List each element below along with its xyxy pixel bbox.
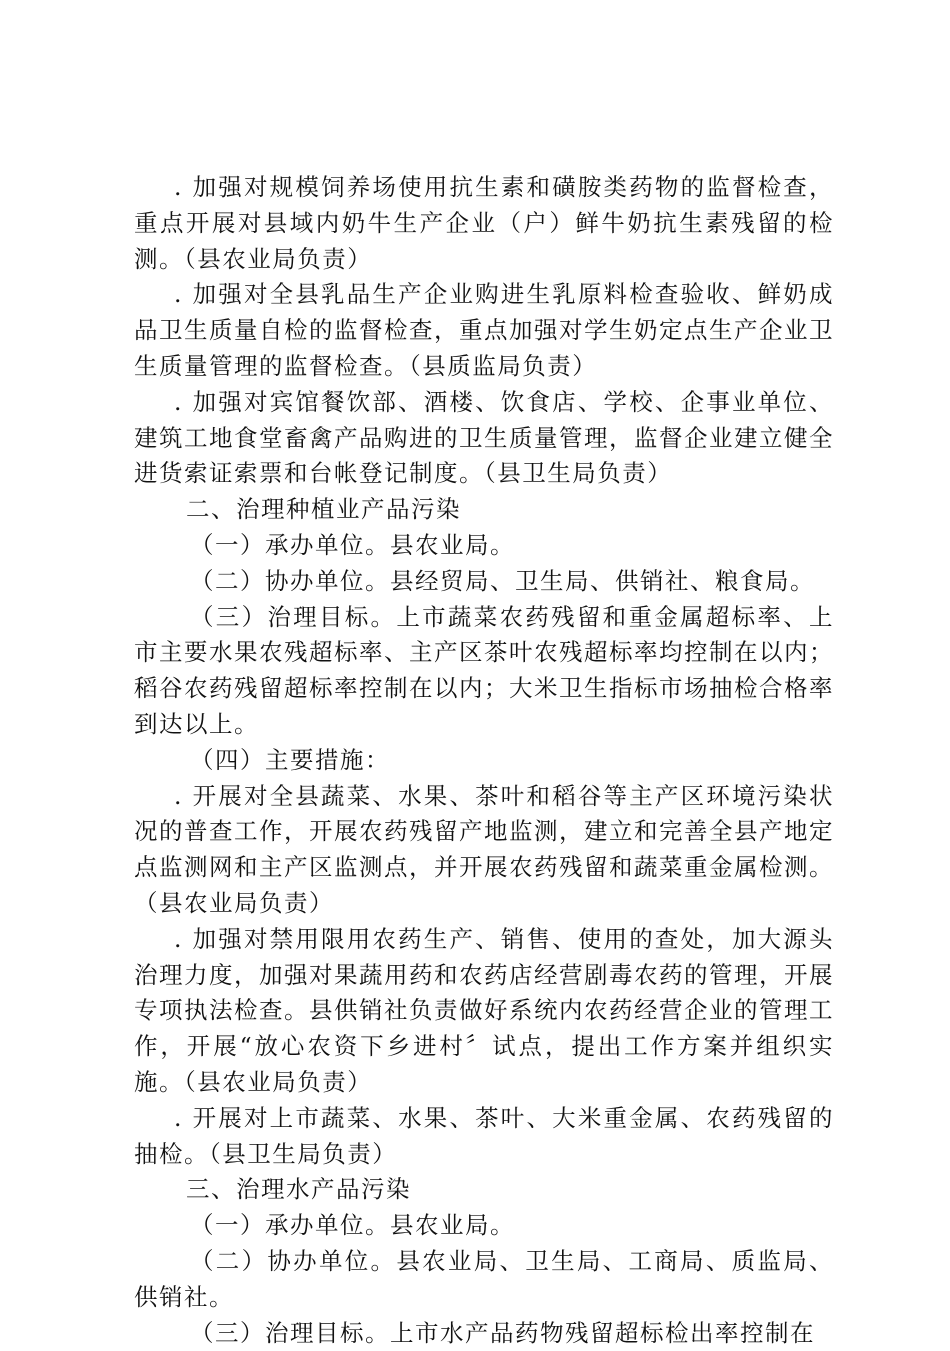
paragraph-catering-management: . 加强对宾馆餐饮部、酒楼、饮食店、学校、企事业单位、建筑工地食堂畜禽产品购进的卫生质量管理，监督企业建立健全进货索证索票和台帐登记制度。（县卫生局负责）	[134, 385, 834, 492]
paragraph-aquatic-targets: （三）治理目标。上市水产品药物残留超标检出率控制在	[134, 1316, 834, 1351]
paragraph-pollution-survey: . 开展对全县蔬菜、水果、茶叶和稻谷等主产区环境污染状况的普查工作，开展农药残留产地监测，建立和完善全县产地定点监测网和主产区监测点，并开展农药残留和蔬菜重金属检测。（县农业局负责）	[134, 779, 834, 922]
paragraph-antibiotic-inspection: . 加强对规模饲养场使用抗生素和磺胺类药物的监督检查，重点开展对县域内奶牛生产企业（户）鲜牛奶抗生素残留的检测。（县农业局负责）	[134, 170, 834, 277]
section-heading-planting: 二、治理种植业产品污染	[134, 492, 834, 528]
paragraph-aquatic-lead-unit: （一）承办单位。县农业局。	[134, 1208, 834, 1244]
section-heading-aquatic: 三、治理水产品污染	[134, 1172, 834, 1208]
paragraph-market-sampling: . 开展对上市蔬菜、水果、茶叶、大米重金属、农药残留的抽检。（县卫生局负责）	[134, 1101, 834, 1173]
paragraph-measures-heading: （四）主要措施：	[134, 743, 834, 779]
paragraph-targets: （三）治理目标。上市蔬菜农药残留和重金属超标率、上市主要水果农残超标率、主产区茶叶农残超标率均控制在以内；稻谷农药残留超标率控制在以内；大米卫生指标市场抽检合格率到达以上。	[134, 600, 834, 743]
paragraph-pesticide-enforcement: . 加强对禁用限用农药生产、销售、使用的查处，加大源头治理力度，加强对果蔬用药和农药店经营剧毒农药的管理，开展专项执法检查。县供销社负责做好系统内农药经营企业的管理工作，开展“放心农资下乡进村〞试点，提出工作方案并组织实施。（县农业局负责）	[134, 922, 834, 1101]
document-body	[134, 170, 834, 1351]
paragraph-assisting-units: （二）协办单位。县经贸局、卫生局、供销社、粮食局。	[134, 564, 834, 600]
paragraph-dairy-inspection: . 加强对全县乳品生产企业购进生乳原料检查验收、鲜奶成品卫生质量自检的监督检查，重点加强对学生奶定点生产企业卫生质量管理的监督检查。（县质监局负责）	[134, 277, 834, 384]
paragraph-aquatic-assisting-units: （二）协办单位。县农业局、卫生局、工商局、质监局、供销社。	[134, 1244, 834, 1316]
paragraph-lead-unit: （一）承办单位。县农业局。	[134, 528, 834, 564]
